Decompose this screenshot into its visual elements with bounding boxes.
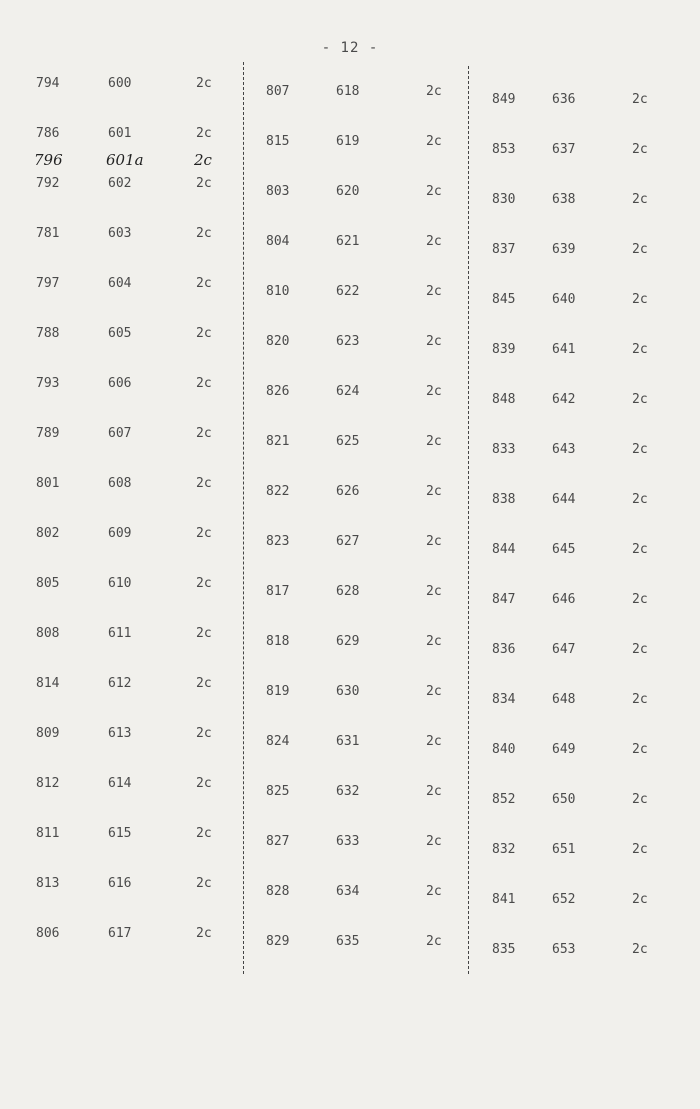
entry-number: 781 bbox=[36, 226, 60, 241]
catalog-number: 621 bbox=[336, 234, 360, 249]
code-value: 2c bbox=[426, 284, 442, 299]
entry-number: 808 bbox=[36, 626, 60, 641]
catalog-number: 632 bbox=[336, 784, 360, 799]
catalog-number: 608 bbox=[108, 476, 132, 491]
entry-number: 805 bbox=[36, 576, 60, 591]
code-value: 2c bbox=[632, 142, 648, 157]
catalog-number: 641 bbox=[552, 342, 576, 357]
entry-number: 794 bbox=[36, 76, 60, 91]
entry-number: 821 bbox=[266, 434, 290, 449]
entry-number: 818 bbox=[266, 634, 290, 649]
catalog-number: 601a bbox=[106, 151, 144, 169]
catalog-number: 606 bbox=[108, 376, 132, 391]
catalog-number: 639 bbox=[552, 242, 576, 257]
entry-number: 839 bbox=[492, 342, 516, 357]
catalog-number: 647 bbox=[552, 642, 576, 657]
entry-number: 820 bbox=[266, 334, 290, 349]
catalog-number: 614 bbox=[108, 776, 132, 791]
entry-number: 830 bbox=[492, 192, 516, 207]
code-value: 2c bbox=[196, 226, 212, 241]
catalog-number: 604 bbox=[108, 276, 132, 291]
catalog-number: 640 bbox=[552, 292, 576, 307]
catalog-number: 652 bbox=[552, 892, 576, 907]
entry-number: 824 bbox=[266, 734, 290, 749]
catalog-number: 627 bbox=[336, 534, 360, 549]
code-value: 2c bbox=[632, 392, 648, 407]
code-value: 2c bbox=[632, 342, 648, 357]
code-value: 2c bbox=[426, 434, 442, 449]
code-value: 2c bbox=[196, 676, 212, 691]
catalog-number: 630 bbox=[336, 684, 360, 699]
code-value: 2c bbox=[196, 126, 212, 141]
page-number: - 12 - bbox=[321, 40, 379, 56]
catalog-number: 644 bbox=[552, 492, 576, 507]
entry-number: 853 bbox=[492, 142, 516, 157]
code-value: 2c bbox=[196, 626, 212, 641]
code-value: 2c bbox=[632, 942, 648, 957]
entry-number: 811 bbox=[36, 826, 60, 841]
catalog-number: 634 bbox=[336, 884, 360, 899]
code-value: 2c bbox=[426, 384, 442, 399]
code-value: 2c bbox=[632, 192, 648, 207]
entry-number: 828 bbox=[266, 884, 290, 899]
entry-number: 819 bbox=[266, 684, 290, 699]
entry-number: 802 bbox=[36, 526, 60, 541]
entry-number: 814 bbox=[36, 676, 60, 691]
code-value: 2c bbox=[632, 442, 648, 457]
entry-number: 797 bbox=[36, 276, 60, 291]
code-value: 2c bbox=[426, 234, 442, 249]
entry-number: 823 bbox=[266, 534, 290, 549]
catalog-number: 619 bbox=[336, 134, 360, 149]
catalog-number: 609 bbox=[108, 526, 132, 541]
entry-number: 786 bbox=[36, 126, 60, 141]
entry-number: 822 bbox=[266, 484, 290, 499]
code-value: 2c bbox=[194, 151, 212, 169]
code-value: 2c bbox=[426, 684, 442, 699]
code-value: 2c bbox=[426, 634, 442, 649]
column-divider-right bbox=[468, 66, 469, 974]
catalog-number: 626 bbox=[336, 484, 360, 499]
entry-number: 833 bbox=[492, 442, 516, 457]
code-value: 2c bbox=[426, 784, 442, 799]
entry-number: 832 bbox=[492, 842, 516, 857]
entry-number: 849 bbox=[492, 92, 516, 107]
catalog-number: 607 bbox=[108, 426, 132, 441]
code-value: 2c bbox=[196, 476, 212, 491]
catalog-number: 633 bbox=[336, 834, 360, 849]
catalog-number: 612 bbox=[108, 676, 132, 691]
code-value: 2c bbox=[196, 726, 212, 741]
code-value: 2c bbox=[632, 492, 648, 507]
catalog-number: 618 bbox=[336, 84, 360, 99]
code-value: 2c bbox=[632, 742, 648, 757]
entry-number: 803 bbox=[266, 184, 290, 199]
entry-number: 807 bbox=[266, 84, 290, 99]
entry-number: 817 bbox=[266, 584, 290, 599]
code-value: 2c bbox=[426, 484, 442, 499]
code-value: 2c bbox=[426, 584, 442, 599]
entry-number: 834 bbox=[492, 692, 516, 707]
catalog-number: 642 bbox=[552, 392, 576, 407]
code-value: 2c bbox=[426, 534, 442, 549]
code-value: 2c bbox=[632, 242, 648, 257]
catalog-number: 637 bbox=[552, 142, 576, 157]
code-value: 2c bbox=[196, 576, 212, 591]
entry-number: 810 bbox=[266, 284, 290, 299]
catalog-number: 648 bbox=[552, 692, 576, 707]
entry-number: 826 bbox=[266, 384, 290, 399]
code-value: 2c bbox=[632, 692, 648, 707]
code-value: 2c bbox=[426, 934, 442, 949]
catalog-number: 617 bbox=[108, 926, 132, 941]
code-value: 2c bbox=[426, 84, 442, 99]
catalog-number: 645 bbox=[552, 542, 576, 557]
column-divider-left bbox=[243, 62, 244, 974]
entry-number: 788 bbox=[36, 326, 60, 341]
entry-number: 812 bbox=[36, 776, 60, 791]
code-value: 2c bbox=[632, 92, 648, 107]
catalog-number: 629 bbox=[336, 634, 360, 649]
catalog-number: 601 bbox=[108, 126, 132, 141]
code-value: 2c bbox=[196, 326, 212, 341]
catalog-number: 638 bbox=[552, 192, 576, 207]
catalog-number: 616 bbox=[108, 876, 132, 891]
code-value: 2c bbox=[632, 792, 648, 807]
code-value: 2c bbox=[426, 134, 442, 149]
code-value: 2c bbox=[196, 876, 212, 891]
code-value: 2c bbox=[196, 376, 212, 391]
code-value: 2c bbox=[632, 842, 648, 857]
catalog-number: 623 bbox=[336, 334, 360, 349]
code-value: 2c bbox=[196, 176, 212, 191]
code-value: 2c bbox=[196, 826, 212, 841]
entry-number: 813 bbox=[36, 876, 60, 891]
entry-number: 845 bbox=[492, 292, 516, 307]
code-value: 2c bbox=[196, 776, 212, 791]
catalog-number: 603 bbox=[108, 226, 132, 241]
code-value: 2c bbox=[196, 76, 212, 91]
catalog-number: 624 bbox=[336, 384, 360, 399]
catalog-number: 653 bbox=[552, 942, 576, 957]
entry-number: 806 bbox=[36, 926, 60, 941]
entry-number: 847 bbox=[492, 592, 516, 607]
entry-number: 815 bbox=[266, 134, 290, 149]
catalog-number: 649 bbox=[552, 742, 576, 757]
code-value: 2c bbox=[196, 276, 212, 291]
code-value: 2c bbox=[426, 834, 442, 849]
catalog-number: 643 bbox=[552, 442, 576, 457]
catalog-number: 600 bbox=[108, 76, 132, 91]
entry-number: 825 bbox=[266, 784, 290, 799]
catalog-number: 635 bbox=[336, 934, 360, 949]
code-value: 2c bbox=[632, 642, 648, 657]
entry-number: 841 bbox=[492, 892, 516, 907]
code-value: 2c bbox=[632, 892, 648, 907]
catalog-number: 602 bbox=[108, 176, 132, 191]
entry-number: 789 bbox=[36, 426, 60, 441]
entry-number: 796 bbox=[34, 151, 63, 169]
code-value: 2c bbox=[632, 292, 648, 307]
catalog-number: 605 bbox=[108, 326, 132, 341]
catalog-number: 651 bbox=[552, 842, 576, 857]
entry-number: 809 bbox=[36, 726, 60, 741]
entry-number: 836 bbox=[492, 642, 516, 657]
catalog-number: 622 bbox=[336, 284, 360, 299]
catalog-number: 615 bbox=[108, 826, 132, 841]
entry-number: 804 bbox=[266, 234, 290, 249]
entry-number: 837 bbox=[492, 242, 516, 257]
entry-number: 840 bbox=[492, 742, 516, 757]
code-value: 2c bbox=[426, 884, 442, 899]
catalog-number: 610 bbox=[108, 576, 132, 591]
code-value: 2c bbox=[426, 184, 442, 199]
entry-number: 852 bbox=[492, 792, 516, 807]
catalog-number: 650 bbox=[552, 792, 576, 807]
code-value: 2c bbox=[196, 926, 212, 941]
code-value: 2c bbox=[426, 334, 442, 349]
code-value: 2c bbox=[426, 734, 442, 749]
code-value: 2c bbox=[632, 592, 648, 607]
entry-number: 793 bbox=[36, 376, 60, 391]
catalog-number: 613 bbox=[108, 726, 132, 741]
code-value: 2c bbox=[196, 426, 212, 441]
entry-number: 827 bbox=[266, 834, 290, 849]
entry-number: 835 bbox=[492, 942, 516, 957]
entry-number: 829 bbox=[266, 934, 290, 949]
code-value: 2c bbox=[196, 526, 212, 541]
catalog-number: 636 bbox=[552, 92, 576, 107]
catalog-number: 646 bbox=[552, 592, 576, 607]
code-value: 2c bbox=[632, 542, 648, 557]
entry-number: 838 bbox=[492, 492, 516, 507]
entry-number: 792 bbox=[36, 176, 60, 191]
catalog-number: 611 bbox=[108, 626, 132, 641]
entry-number: 801 bbox=[36, 476, 60, 491]
catalog-number: 620 bbox=[336, 184, 360, 199]
catalog-number: 625 bbox=[336, 434, 360, 449]
catalog-number: 628 bbox=[336, 584, 360, 599]
catalog-number: 631 bbox=[336, 734, 360, 749]
entry-number: 844 bbox=[492, 542, 516, 557]
entry-number: 848 bbox=[492, 392, 516, 407]
